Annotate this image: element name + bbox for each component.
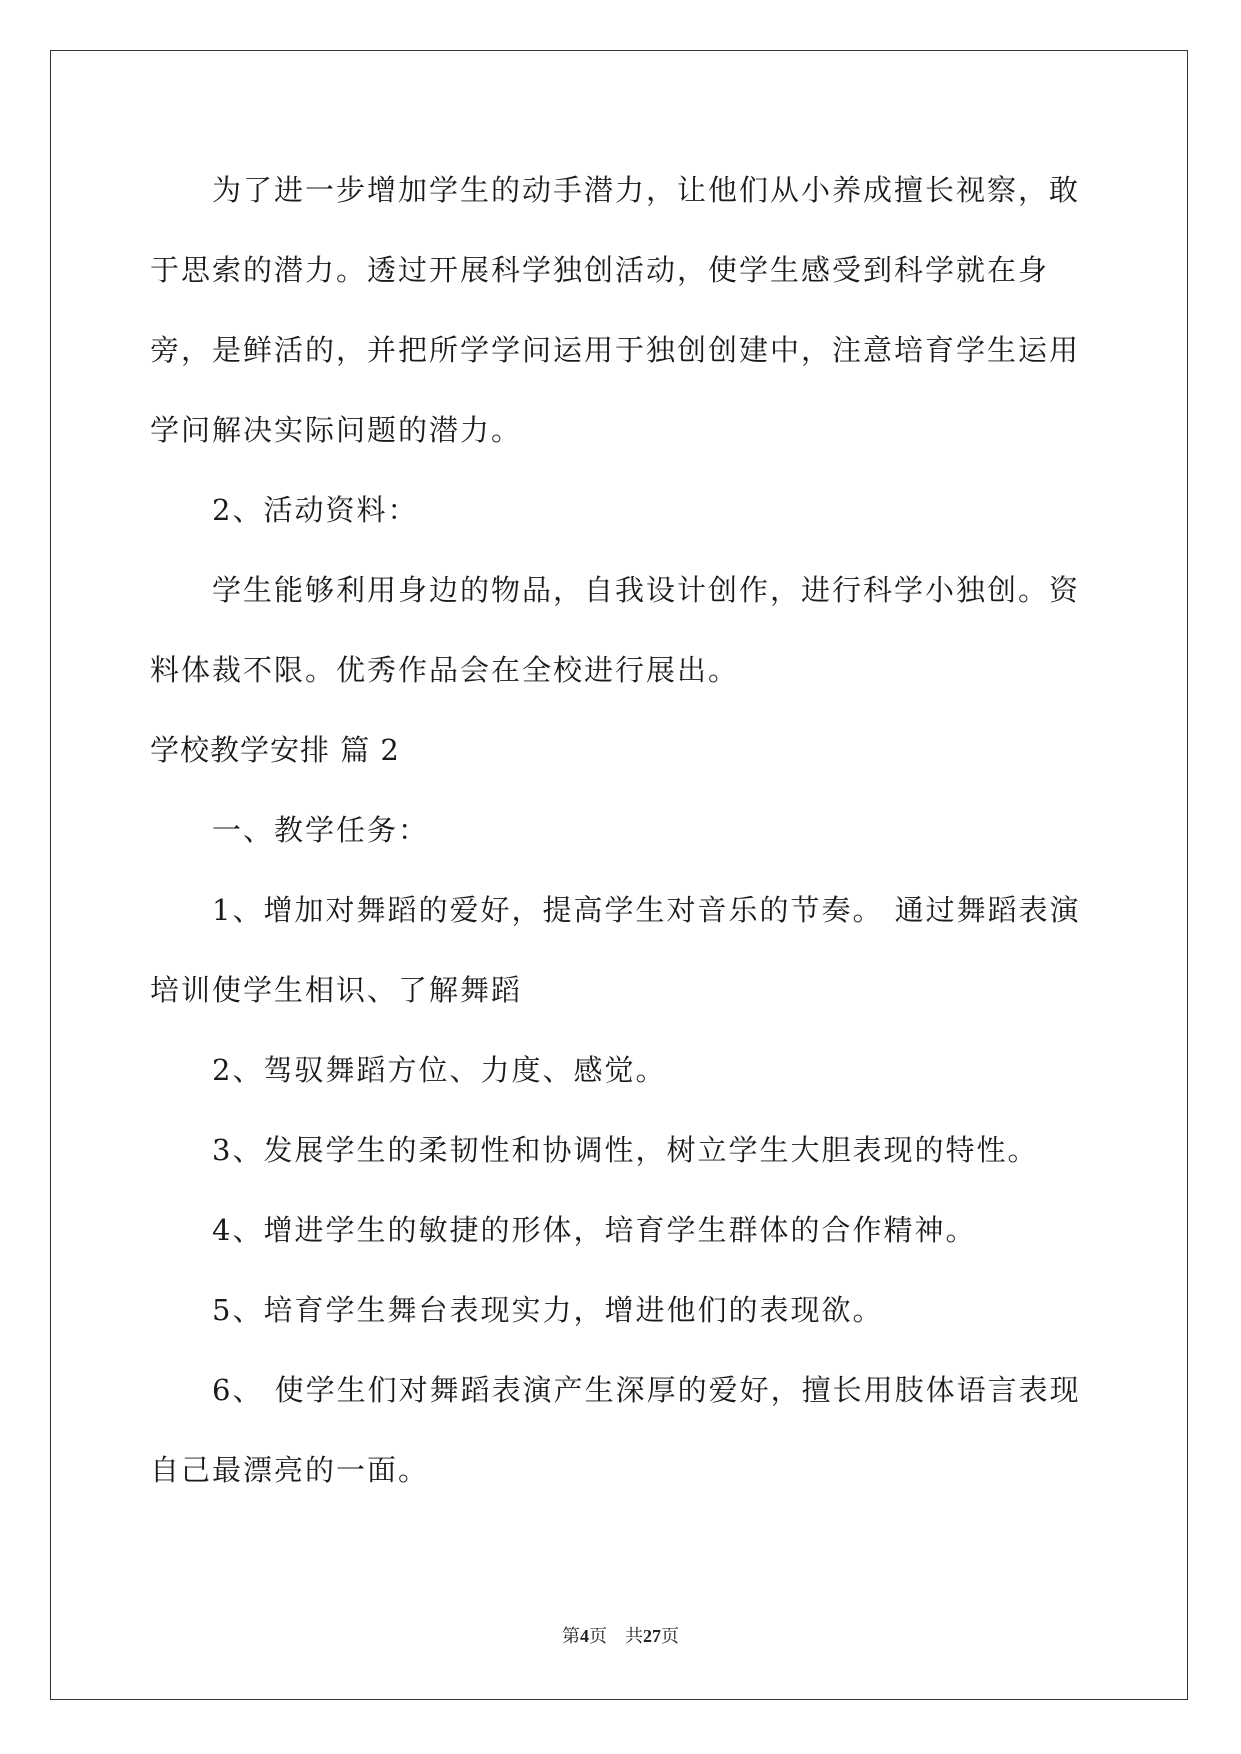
paragraph-task-2: 2、驾驭舞蹈方位、力度、感觉。: [212, 1053, 667, 1087]
paragraph-activity-materials: 学生能够利用身边的物品，自我设计创作，进行科学小独创。资料体裁不限。优秀作品会在全校进行展出。: [150, 573, 1081, 687]
total-suffix: 页: [661, 1626, 679, 1646]
paragraph-task-6: 6、 使学生们对舞蹈表演产生深厚的爱好，擅长用肢体语言表现自己最漂亮的一面。: [150, 1373, 1081, 1487]
paragraph-task-1: 1、增加对舞蹈的爱好，提高学生对音乐的节奏。 通过舞蹈表演培训使学生相识、了解舞蹈: [150, 893, 1081, 1007]
paragraph-activity-materials-heading: 2、活动资料：: [212, 493, 419, 527]
page-footer: [0, 1622, 1241, 1648]
section-heading: 学校教学安排 篇 2: [150, 733, 400, 767]
total-pages: 27: [643, 1626, 661, 1646]
paragraph-teaching-tasks-heading: 一、教学任务：: [212, 813, 430, 847]
total-prefix: 共: [625, 1626, 643, 1646]
page-number: 4: [580, 1626, 589, 1646]
paragraph-task-4: 4、增进学生的敏捷的形体，培育学生群体的合作精神。: [212, 1213, 977, 1247]
paragraph-task-5: 5、培育学生舞台表现实力，增进他们的表现欲。: [212, 1293, 884, 1327]
page-suffix: 页: [589, 1626, 607, 1646]
paragraph-task-3: 3、发展学生的柔韧性和协调性，树立学生大胆表现的特性。: [212, 1133, 1039, 1167]
paragraph-intro: 为了进一步增加学生的动手潜力，让他们从小养成擅长视察，敢于思索的潜力。透过开展科学独创活动，使学生感受到科学就在身旁，是鲜活的，并把所学学问运用于独创创建中，注意培育学生运用学问解决实际问题的潜力。: [150, 173, 1081, 447]
document-body: [150, 150, 1090, 1510]
page-prefix: 第: [562, 1626, 580, 1646]
